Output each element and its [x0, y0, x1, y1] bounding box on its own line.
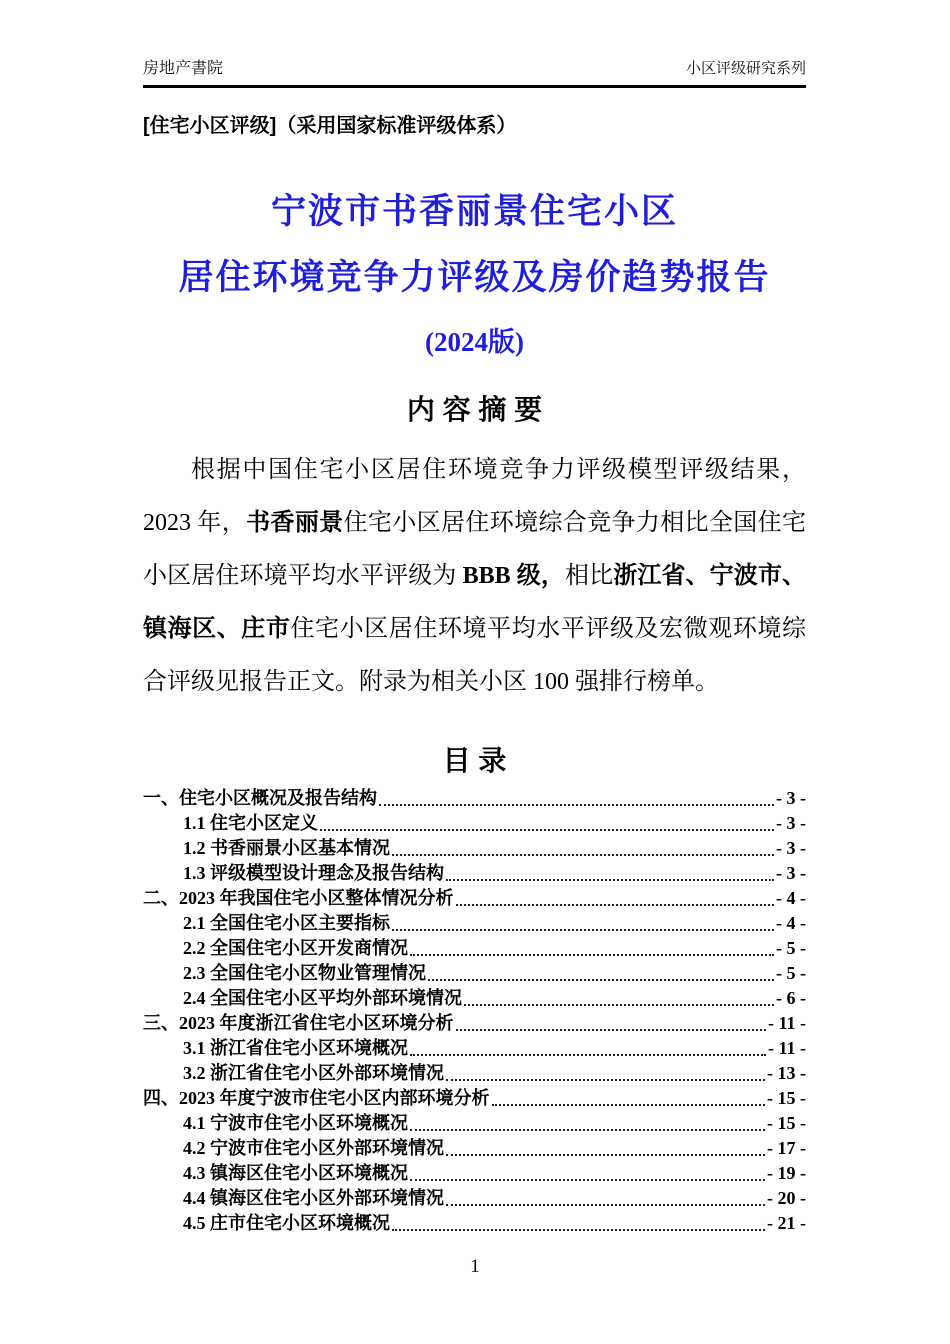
toc-leader-dots [392, 1229, 765, 1231]
toc-page-number: - 20 - [767, 1188, 806, 1208]
toc-leader-dots [456, 904, 775, 906]
toc-entry-label: 4.4 镇海区住宅小区外部环境情况 [183, 1188, 444, 1208]
toc-entry[interactable] [143, 961, 806, 986]
toc-entry-label: 2.1 全国住宅小区主要指标 [183, 913, 390, 933]
toc-leader-dots [446, 879, 774, 881]
toc-entry-label: 三、2023 年度浙江省住宅小区环境分析 [143, 1013, 454, 1033]
toc-entry-label: 1.2 书香丽景小区基本情况 [183, 838, 390, 858]
toc-entry[interactable] [143, 911, 806, 936]
toc-entry[interactable] [143, 1061, 806, 1086]
toc-leader-dots [446, 1204, 765, 1206]
toc-page-number: - 6 - [776, 988, 806, 1008]
summary-emphasis-text: BBB 级， [462, 563, 565, 589]
toc-leader-dots [410, 1179, 765, 1181]
toc-entry[interactable] [143, 1211, 806, 1236]
toc-entry[interactable] [143, 936, 806, 961]
toc-page-number: - 17 - [767, 1138, 806, 1158]
toc-entry[interactable] [143, 1036, 806, 1061]
toc-entry-label: 2.2 全国住宅小区开发商情况 [183, 938, 408, 958]
toc-entry[interactable] [143, 1161, 806, 1186]
page-footer [0, 1256, 950, 1278]
toc-entry-label: 4.1 宁波市住宅小区环境概况 [183, 1113, 408, 1133]
toc-entry[interactable] [143, 1011, 806, 1036]
toc-entry-label: 4.2 宁波市住宅小区外部环境情况 [183, 1138, 444, 1158]
classification-label: [住宅小区评级]（采用国家标准评级体系） [143, 115, 517, 137]
page-header [143, 0, 806, 88]
toc-entry[interactable] [143, 986, 806, 1011]
toc-page-number: - 11 - [768, 1038, 806, 1058]
toc-page-number: - 15 - [767, 1088, 806, 1108]
toc-page-number: - 3 - [776, 838, 806, 858]
toc-entry-label: 3.1 浙江省住宅小区环境概况 [183, 1038, 408, 1058]
toc-page-number: - 3 - [776, 813, 806, 833]
toc-entry-label: 二、2023 年我国住宅小区整体情况分析 [143, 888, 454, 908]
toc-leader-dots [320, 829, 774, 831]
toc-entry-label: 3.2 浙江省住宅小区外部环境情况 [183, 1063, 444, 1083]
toc-entry[interactable] [143, 1136, 806, 1161]
toc-entry[interactable] [143, 836, 806, 861]
summary-body-text: 住宅小区居住环境平均水平评级及宏微观环境综合评级见报告正文。附录为相关小区 100 强排行榜单。 [143, 616, 807, 695]
toc-entry-label: 4.5 庄市住宅小区环境概况 [183, 1213, 390, 1233]
toc-entry[interactable] [143, 786, 806, 811]
toc-leader-dots [410, 1054, 766, 1056]
toc-page-number: - 3 - [776, 863, 806, 883]
toc-entry[interactable] [143, 1086, 806, 1111]
table-of-contents [143, 786, 806, 1236]
toc-entry-label: 4.3 镇海区住宅小区环境概况 [183, 1163, 408, 1183]
toc-leader-dots [456, 1029, 767, 1031]
toc-leader-dots [392, 929, 774, 931]
toc-leader-dots [446, 1154, 765, 1156]
toc-page-number: - 4 - [776, 913, 806, 933]
toc-leader-dots [428, 979, 774, 981]
toc-leader-dots [392, 854, 774, 856]
toc-entry[interactable] [143, 811, 806, 836]
report-title-line-1: 宁波市书香丽景住宅小区 [270, 192, 678, 231]
toc-page-number: - 5 - [776, 938, 806, 958]
toc-entry-label: 2.3 全国住宅小区物业管理情况 [183, 963, 426, 983]
toc-entry[interactable] [143, 861, 806, 886]
summary-body-text: 住宅小区居住环境综合竞争力相比全国住宅小区居住环境平均水平评级为 [143, 510, 807, 589]
summary-heading: 内 容 摘 要 [406, 394, 543, 425]
toc-page-number: - 11 - [768, 1013, 806, 1033]
toc-page-number: - 13 - [767, 1063, 806, 1083]
toc-leader-dots [379, 804, 774, 806]
report-edition: (2024版) [425, 327, 524, 357]
toc-page-number: - 15 - [767, 1113, 806, 1133]
toc-leader-dots [464, 1004, 774, 1006]
page-number: 1 [470, 1256, 480, 1277]
toc-leader-dots [446, 1079, 765, 1081]
header-right-text: 小区评级研究系列 [685, 60, 806, 77]
summary-paragraph [143, 444, 806, 709]
toc-page-number: - 5 - [776, 963, 806, 983]
toc-leader-dots [410, 954, 774, 956]
summary-body-text: 相比 [564, 563, 614, 589]
toc-entry-label: 2.4 全国住宅小区平均外部环境情况 [183, 988, 462, 1008]
toc-entry[interactable] [143, 1111, 806, 1136]
toc-entry-label: 四、2023 年度宁波市住宅小区内部环境分析 [143, 1088, 490, 1108]
toc-leader-dots [410, 1129, 765, 1131]
report-title-line-2: 居住环境竞争力评级及房价趋势报告 [178, 258, 771, 297]
summary-body-text: 根据中国住宅小区居住环境竞争力评级模型评级结果，2023 年， [143, 457, 806, 536]
toc-page-number: - 19 - [767, 1163, 806, 1183]
toc-entry-label: 1.3 评级模型设计理念及报告结构 [183, 863, 444, 883]
header-left-text: 房地产書院 [143, 60, 224, 77]
toc-page-number: - 21 - [767, 1213, 806, 1233]
summary-emphasis-text: 浙江省、宁波市、镇海区、庄市 [143, 563, 807, 642]
header-rule [143, 85, 806, 88]
toc-leader-dots [492, 1104, 766, 1106]
toc-page-number: - 4 - [776, 888, 806, 908]
toc-entry[interactable] [143, 886, 806, 911]
toc-entry[interactable] [143, 1186, 806, 1211]
toc-page-number: - 3 - [776, 788, 806, 808]
toc-heading: 目 录 [442, 745, 507, 776]
summary-emphasis-text: 书香丽景 [246, 510, 344, 536]
toc-entry-label: 一、住宅小区概况及报告结构 [143, 788, 377, 808]
toc-entry-label: 1.1 住宅小区定义 [183, 813, 318, 833]
